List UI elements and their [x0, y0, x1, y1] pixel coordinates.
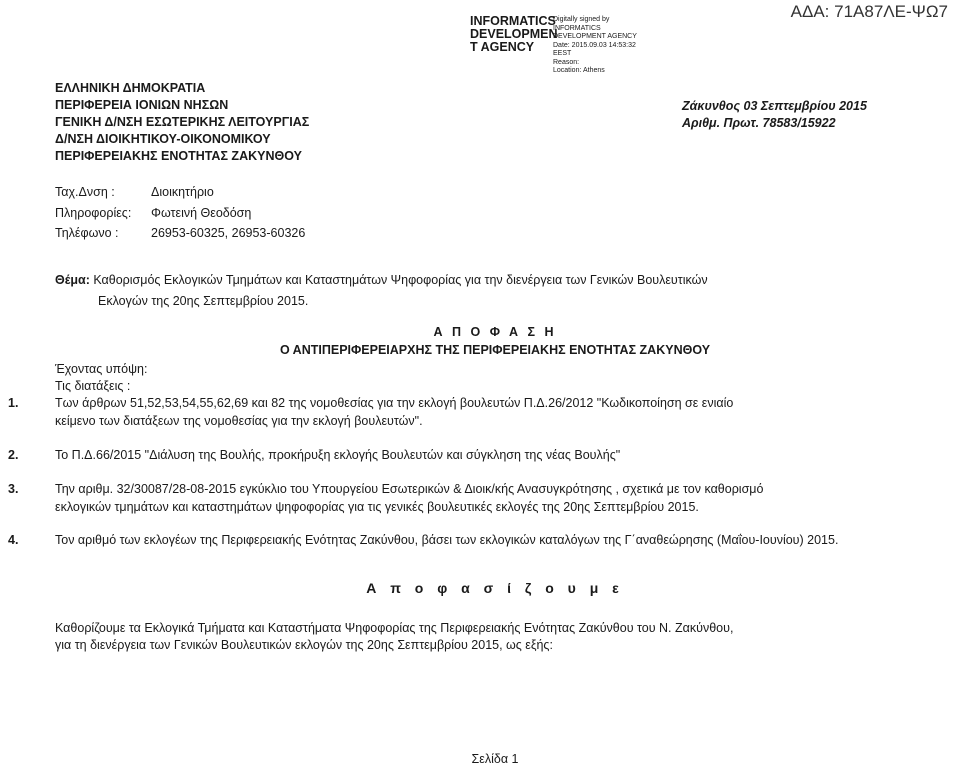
item-number: 2. [8, 448, 19, 462]
subject-label: Θέμα: [55, 273, 90, 287]
authority-line: ΕΛΛΗΝΙΚΗ ΔΗΜΟΚΡΑΤΙΑ [55, 81, 206, 95]
item-line: Την αριθμ. 32/30087/28-08-2015 εγκύκλιο του Υπουργείου Εσωτερικών & Διοικ/κής Ανασυγκρότησης , σχετικά με τον καθορισμό [55, 482, 764, 496]
closing-line: για τη διενέργεια των Γενικών Βουλευτικών εκλογών της 20ης Σεπτεμβρίου 2015, ως εξής: [55, 638, 553, 652]
item-line: εκλογικών τμημάτων και καταστημάτων ψηφοφορίας για τις γενικές βουλευτικές εκλογές της 20ης Σεπτεμβρίου 2015. [55, 500, 699, 514]
address-row [55, 182, 305, 203]
authority-line: ΠΕΡΙΦΕΡΕΙΑ ΙΟΝΙΩΝ ΝΗΣΩΝ [55, 98, 229, 112]
info-row [55, 203, 305, 224]
signature-org-line: DEVELOPMEN [470, 27, 558, 41]
place-date: Ζάκυνθος 03 Σεπτεμβρίου 2015 [682, 99, 867, 113]
item-line: Το Π.Δ.66/2015 "Διάλυση της Βουλής, προκήρυξη εκλογής Βουλευτών και σύγκληση της νέας Βουλής" [55, 448, 621, 462]
item-number: 1. [8, 396, 19, 410]
signature-detail-line: EEST [553, 50, 572, 57]
subject-line-1 [55, 270, 708, 291]
closing-line: Καθορίζουμε τα Εκλογικά Τμήματα και Καταστήματα Ψηφοφορίας της Περιφερειακής Ενότητας Ζακύνθου του Ν. Ζακύνθου, [55, 621, 734, 635]
signature-detail-line: Reason: [553, 58, 580, 66]
info-value: Φωτεινή Θεοδόση [151, 205, 252, 220]
place-date-block [682, 98, 867, 132]
signature-organization [470, 15, 558, 54]
signature-detail-line: DEVELOPMENT AGENCY [553, 33, 637, 40]
authority-line: ΠΕΡΙΦΕΡΕΙΑΚΗΣ ΕΝΟΤΗΤΑΣ ΖΑΚΥΝΘΟΥ [55, 149, 302, 163]
signature-detail-line: Digitally signed by [553, 16, 610, 23]
provisions: Τις διατάξεις : [55, 379, 131, 393]
address-value: Διοικητήριο [151, 185, 214, 199]
subject-line-2: Εκλογών της 20ης Σεπτεμβρίου 2015. [98, 294, 309, 308]
item-line: Των άρθρων 51,52,53,54,55,62,69 και 82 της νομοθεσίας για την εκλογή βουλευτών Π.Δ.26/2012 "Κωδικοποίηση σε ενιαίο [55, 396, 734, 410]
item-line: Τον αριθμό των εκλογέων της Περιφερειακής Ενότητας Ζακύνθου, βάσει των εκλογικών καταλόγων της Γ΄αναθεώρησης (Μαΐου-Ιουνίου) 2015. [55, 533, 839, 547]
item-number: 4. [8, 533, 19, 547]
item-line: κείμενο των διατάξεων της νομοθεσίας για την εκλογή βουλευτών". [55, 414, 423, 428]
signature-detail-line: Location: Athens [553, 67, 605, 74]
info-label: Πληροφορίες: [55, 205, 132, 220]
signature-details [553, 16, 637, 76]
issuing-authority [55, 80, 309, 165]
authority-line: ΓΕΝΙΚΗ Δ/ΝΣΗ ΕΣΩΤΕΡΙΚΗΣ ΛΕΙΤΟΥΡΓΙΑΣ [55, 115, 310, 129]
having-regard: Έχοντας υπόψη: [55, 362, 148, 376]
decision-authority: Ο ΑΝΤΙΠΕΡΙΦΕΡΕΙΑΡΧΗΣ ΤΗΣ ΠΕΡΙΦΕΡΕΙΑΚΗΣ ΕΝΟΤΗΤΑΣ ΖΑΚΥΝΘΟΥ [279, 343, 711, 357]
item-number: 3. [8, 482, 19, 496]
subject-text: Καθορισμός Εκλογικών Τμημάτων και Καταστημάτων Ψηφοφορίας για την διενέργεια των Γενικών Βουλευτικών [89, 273, 708, 287]
phone-row [55, 223, 305, 244]
contact-info [55, 182, 305, 244]
we-decide-heading: Α π ο φ α σ ί ζ ο υ μ ε [366, 580, 624, 596]
signature-detail-line: INFORMATICS [553, 24, 601, 32]
signature-org-line: T AGENCY [470, 40, 535, 54]
ada-code: ΑΔΑ: 71Α87ΛΕ-ΨΩ7 [790, 2, 948, 21]
authority-line: Δ/ΝΣΗ ΔΙΟΙΚΗΤΙΚΟΥ-ΟΙΚΟΝΟΜΙΚΟΥ [55, 132, 271, 146]
address-label: Ταχ.Δνση : [55, 185, 115, 199]
page-number: Σελίδα 1 [471, 752, 519, 766]
signature-detail-line: Date: 2015.09.03 14:53:32 [553, 41, 636, 49]
phone-value: 26953-60325, 26953-60326 [151, 226, 306, 240]
decision-title: Α Π Ο Φ Α Σ Η [433, 325, 557, 339]
signature-org-line: INFORMATICS [470, 14, 556, 28]
protocol-number: Αριθμ. Πρωτ. 78583/15922 [682, 116, 836, 130]
phone-label: Τηλέφωνο : [55, 226, 119, 240]
subject [55, 270, 708, 312]
